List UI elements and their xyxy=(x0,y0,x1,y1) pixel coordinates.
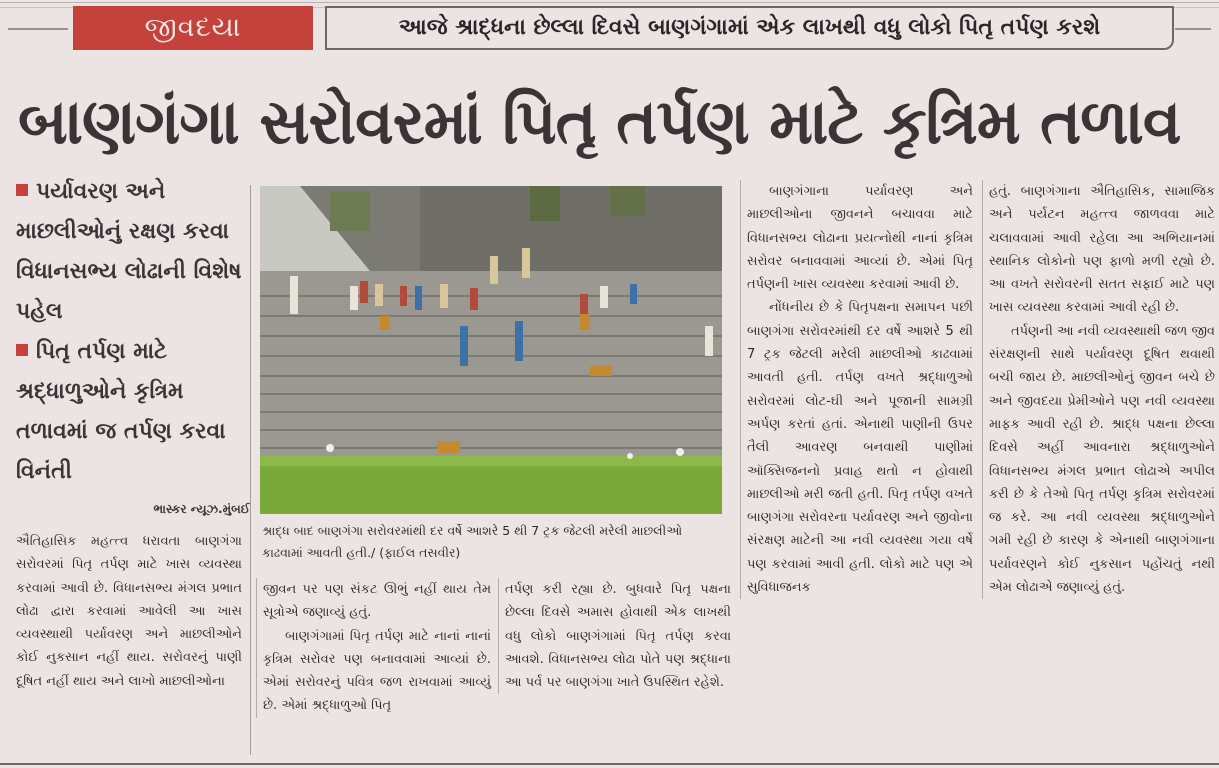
article-column-1 xyxy=(16,530,242,693)
paragraph: જીવન પર પણ સંકટ ઊભું નહીં થાય તેમ સૂત્રોએ જણાવ્યું હતું. xyxy=(263,582,491,621)
column-divider xyxy=(250,185,251,755)
section-tag: જીવદયા xyxy=(73,6,313,50)
bottom-rule xyxy=(0,763,1219,765)
article-column-3 xyxy=(498,578,731,694)
paragraph: ઐતિહાસિક મહત્ત્વ ધરાવતા બાણગંગા સરોવરમાં પિતૃ તર્પણ માટે ખાસ વ્યવસ્થા કરવામાં આવી છે. વિધાનસભ્ય મંગલ પ્રભાત લોઢા દ્વારા કરવામાં આવેલી આ ખાસ વ્યવસ્થાથી પર્યાવરણ અને માછલીઓને કોઈ નુકસાન નહીં થાય. સરોવરનું પાણી દૂષિત નહીં થાય અને લાખો માછલીઓના xyxy=(16,534,242,689)
bullet-text: પર્યાવરણ અને માછલીઓનું રક્ષણ કરવા વિધાનસભ્ય લોઢાની વિશેષ પહેલ xyxy=(16,179,242,324)
paragraph: હતું. બાણગંગાના ઐતિહાસિક, સામાજિક અને પર્યટન મહત્ત્વ જાળવવા માટે ચલાવવામાં આવી રહેલા આ અભિયાનમાં સ્થાનિક લોકોનો પણ ફાળો મળી રહ્યો છે. આ વખતે સરોવરની સતત સફાઈ માટે પણ ખાસ વ્યવસ્થા કરવામાં આવી રહી છે. xyxy=(989,184,1215,316)
article-column-2 xyxy=(256,578,491,718)
red-square-icon xyxy=(16,184,28,196)
article-column-5 xyxy=(982,180,1215,599)
paragraph: નોંધનીય છે કે પિતૃપક્ષના સમાપન પછી બાણગંગા સરોવરમાંથી દર વર્ષે આશરે 5 થી 7 ટ્રક જેટલી મરેલી માછલીઓ કાઢવામાં આવતી હતી. તર્પણ વખતે શ્રદ્ધાળુઓ સરોવરમાં લોટ-ઘી અને પૂજાની સામગ્રી અર્પણ કરતાં હતાં. એનાથી પાણીની ઉપર તૈલી આવરણ બનવાથી પાણીમાં ઑક્સિજનનો પ્રવાહ થતો ન હોવાથી માછલીઓ મરી જતી હતી. પિતૃ તર્પણ વખતે બાણગંગા સરોવરના પર્યાવરણ અને જીવોના સંરક્ષણ માટેની આ નવી વ્યવસ્થા ગયા વર્ષે પણ કરવામાં આવી હતી. લોકો માટે પણ એ સુવિધાજનક xyxy=(747,300,973,596)
rule-right xyxy=(1175,28,1211,30)
bullet-text: પિતૃ તર્પણ માટે શ્રદ્ધાળુઓને કૃત્રિમ તળાવમાં જ તર્પણ કરવા વિનંતી xyxy=(16,339,226,484)
rule-left xyxy=(8,28,68,30)
photo-caption: શ્રાદ્ધ બાદ બાણગંગા સરોવરમાંથી દર વર્ષે આશરે 5 થી 7 ટ્રક જેટલી મરેલી માછલીઓ કાઢવામાં આવતી હતી./ (ફાઈલ તસવીર) xyxy=(262,523,683,560)
paragraph: તર્પણની આ નવી વ્યવસ્થાથી જળ જીવ સંરક્ષણની સાથે પર્યાવરણ દૂષિત થવાથી બચી જાય છે. માછલીઓનું જીવન બચે છે અને જીવદયા પ્રેમીઓને પણ નવી વ્યવસ્થા માફક આવી રહી છે. શ્રાદ્ધ પક્ષના છેલ્લા દિવસે અહીં આવનારા શ્રદ્ધાળુઓને વિધાનસભ્ય મંગલ પ્રભાત લોઢાએ અપીલ કરી છે કે તેઓ પિતૃ તર્પણ કૃત્રિમ સરોવરમાં જ કરે. આ નવી વ્યવસ્થા શ્રદ્ધાળુઓને ગમી રહી છે કારણ કે એનાથી બાણગંગાના પર્યાવરણને કોઈ નુકસાન પહોંચતું નથી એમ લોઢાએ જણાવ્યું હતું. xyxy=(989,323,1215,596)
paragraph: બાણગંગાના પર્યાવરણ અને માછલીઓના જીવનને બચાવવા માટે વિધાનસભ્ય લોઢાના પ્રયત્નોથી નાનાં કૃત્રિમ સરોવર બનાવવામાં આવ્યાં છે. એમાં પિતૃ તર્પણની ખાસ વ્યવસ્થા કરવામાં આવી છે. xyxy=(747,184,973,293)
subheadline: આજે શ્રાદ્ધના છેલ્લા દિવસે બાણગંગામાં એક લાખથી વધુ લોકો પિતૃ તર્પણ કરશે xyxy=(325,6,1174,50)
bullet-item xyxy=(16,332,248,492)
red-square-icon xyxy=(16,344,28,356)
bathing-ghat-photo xyxy=(260,186,722,514)
highlight-bullets xyxy=(16,172,248,492)
article-column-4 xyxy=(740,180,973,599)
bullet-item xyxy=(16,172,248,332)
byline: ભાસ્કર ન્યૂઝ.મુંબઈ xyxy=(153,502,250,516)
paragraph: તર્પણ કરી રહ્યા છે. બુધવારે પિતૃ પક્ષના છેલ્લા દિવસે અમાસ હોવાથી એક લાખથી વધુ લોકો બાણગંગામાં પિતૃ તર્પણ કરવા આવશે. વિધાનસભ્ય લોઢા પોતે પણ શ્રદ્ધાના આ પર્વ પર બાણગંગા ખાતે ઉપસ્થિત રહેશે. xyxy=(505,582,731,691)
headline: બાણગંગા સરોવરમાં પિતૃ તર્પણ માટે કૃત્રિમ તળાવ xyxy=(18,85,1181,158)
paragraph: બાણગંગામાં પિતૃ તર્પણ માટે નાનાં નાનાં કૃત્રિમ સરોવર પણ બનાવવામાં આવ્યાં છે. એમાં સરોવરનું પવિત્ર જળ રાખવામાં આવ્યું છે. એમાં શ્રદ્ધાળુઓ પિતૃ xyxy=(263,628,491,714)
